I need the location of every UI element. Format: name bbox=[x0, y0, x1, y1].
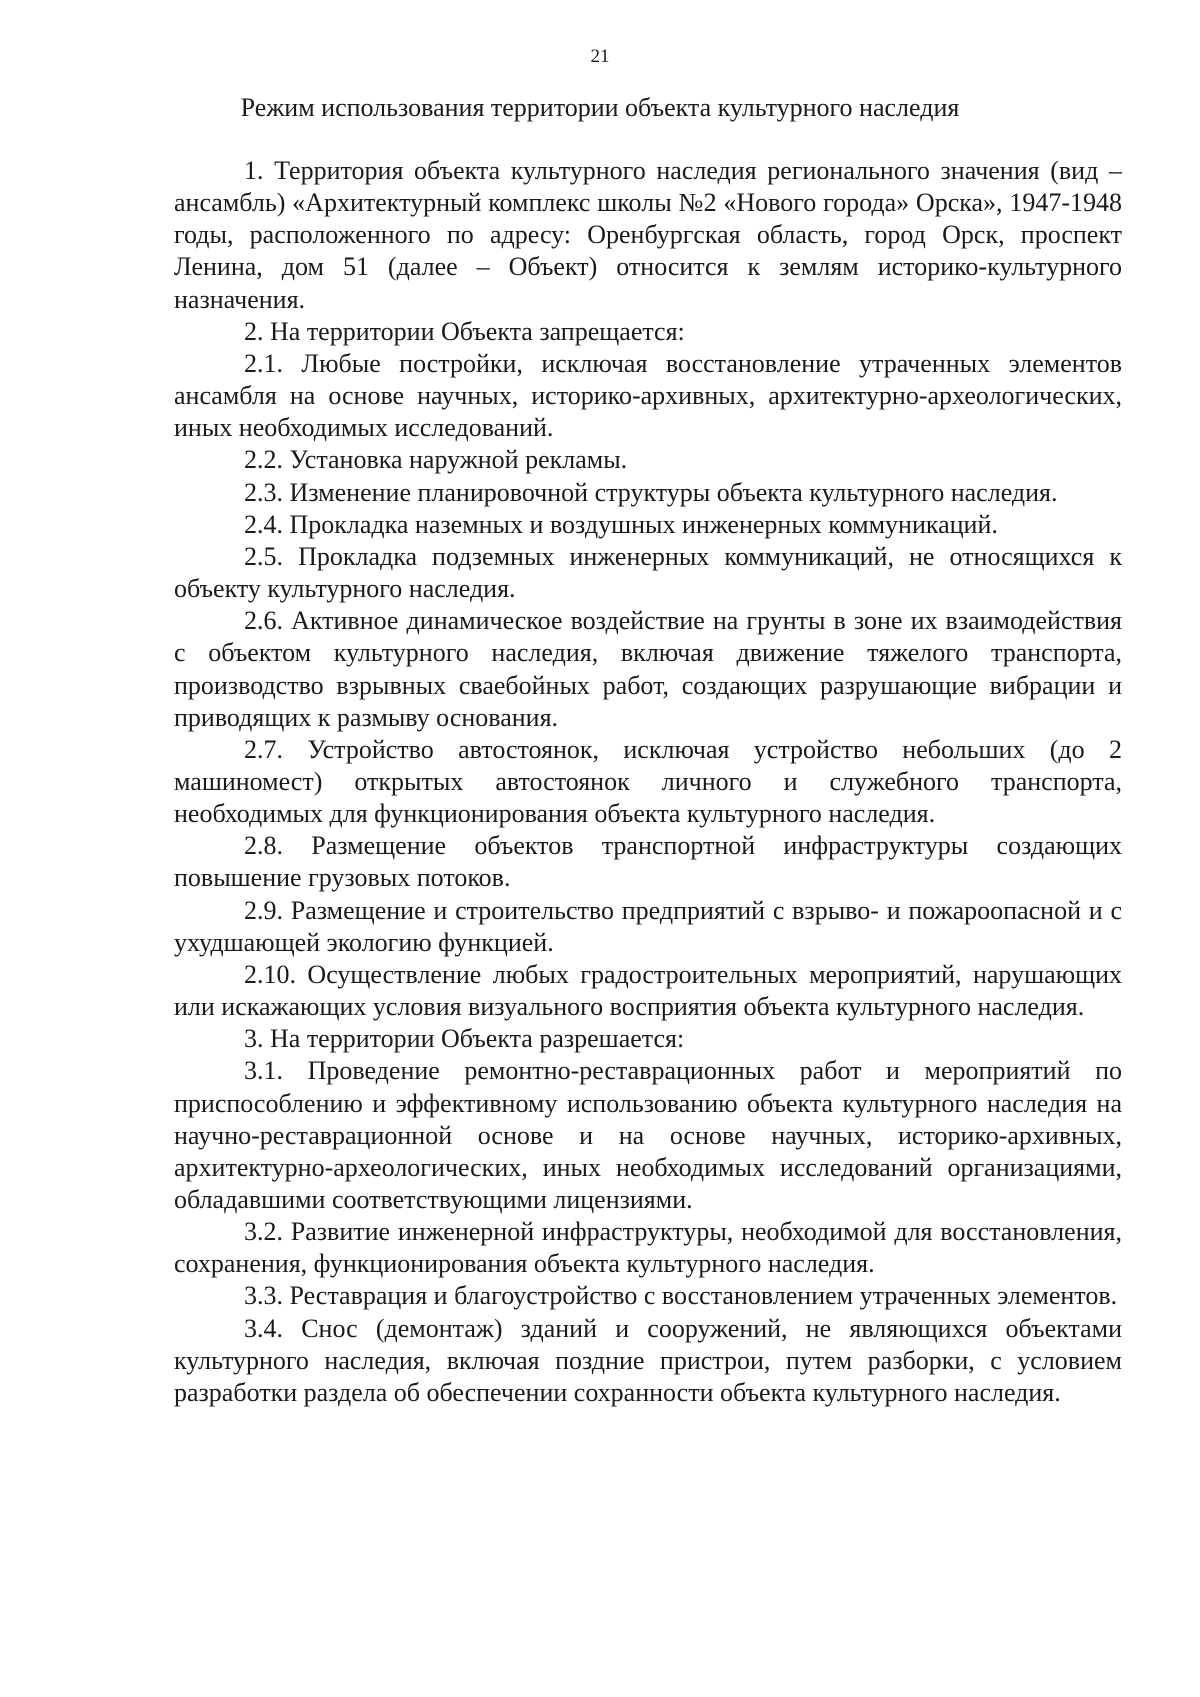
paragraph-3-3: 3.3. Реставрация и благоустройство с восстановлением утраченных элементов. bbox=[244, 1281, 1118, 1311]
paragraph-2-4: 2.4. Прокладка наземных и воздушных инженерных коммуникаций. bbox=[244, 509, 998, 539]
paragraph-2-1: 2.1. Любые постройки, исключая восстановление утраченных элементов ансамбля на основе научных, историко-архивных, архитектурно-археологических, иных необходимых исследований. bbox=[174, 348, 1122, 443]
paragraph-2-9: 2.9. Размещение и строительство предприятий с взрыво- и пожароопасной и с ухудшающей экологию функцией. bbox=[174, 895, 1122, 957]
paragraph-2-6: 2.6. Активное динамическое воздействие на грунты в зоне их взаимодействия с объектом культурного наследия, включая движение тяжелого транспорта, производство взрывных сваебойных работ, создающих разрушающие вибрации и приводящих к размыву основания. bbox=[174, 606, 1122, 732]
paragraph-2-2: 2.2. Установка наружной рекламы. bbox=[244, 445, 628, 475]
paragraph-3-4: 3.4. Снос (демонтаж) зданий и сооружений, не являющихся объектами культурного наследия, включая поздние пристрои, путем разборки, с условием разработки раздела об обеспечении сохранности объекта культурного наследия. bbox=[174, 1313, 1122, 1407]
paragraph-1: 1. Территория объекта культурного наследия регионального значения (вид – ансамбль) «Архитектурный комплекс школы №2 «Нового города» Орска», 1947-1948 годы, расположенного по адресу: Оренбургская область, город Орск, проспект Ленина, дом 51 (далее – Объект) относится к землям историко-культурного назначения. bbox=[174, 156, 1122, 314]
document-title: Режим использования территории объекта культурного наследия bbox=[240, 93, 960, 122]
page-number: 21 bbox=[590, 46, 610, 67]
paragraph-3-1: 3.1. Проведение ремонтно-реставрационных работ и мероприятий по приспособлению и эффективному использованию объекта культурного наследия на научно-реставрационной основе и на основе научных, историко-архивных, архитектурно-археологических, иных необходимых исследований организациями, обладавшими соответствующими лицензиями. bbox=[174, 1056, 1122, 1214]
paragraph-2-7: 2.7. Устройство автостоянок, исключая устройство небольших (до 2 машиномест) открытых автостоянок личного и служебного транспорта, необходимых для функционирования объекта культурного наследия. bbox=[174, 734, 1122, 829]
paragraph-2-10: 2.10. Осуществление любых градостроительных мероприятий, нарушающих или искажающих условия визуального восприятия объекта культурного наследия. bbox=[174, 959, 1122, 1022]
paragraph-3-2: 3.2. Развитие инженерной инфраструктуры, необходимой для восстановления, сохранения, функционирования объекта культурного наследия. bbox=[174, 1217, 1122, 1279]
paragraph-2-3: 2.3. Изменение планировочной структуры объекта культурного наследия. bbox=[244, 477, 1058, 507]
document-body bbox=[174, 155, 1122, 1409]
paragraph-3: 3. На территории Объекта разрешается: bbox=[244, 1024, 685, 1054]
paragraph-2-8: 2.8. Размещение объектов транспортной инфраструктуры создающих повышение грузовых потоков. bbox=[174, 831, 1122, 893]
paragraph-2: 2. На территории Объекта запрещается: bbox=[244, 316, 685, 346]
paragraph-2-5: 2.5. Прокладка подземных инженерных коммуникаций, не относящихся к объекту культурного наследия. bbox=[174, 541, 1122, 604]
